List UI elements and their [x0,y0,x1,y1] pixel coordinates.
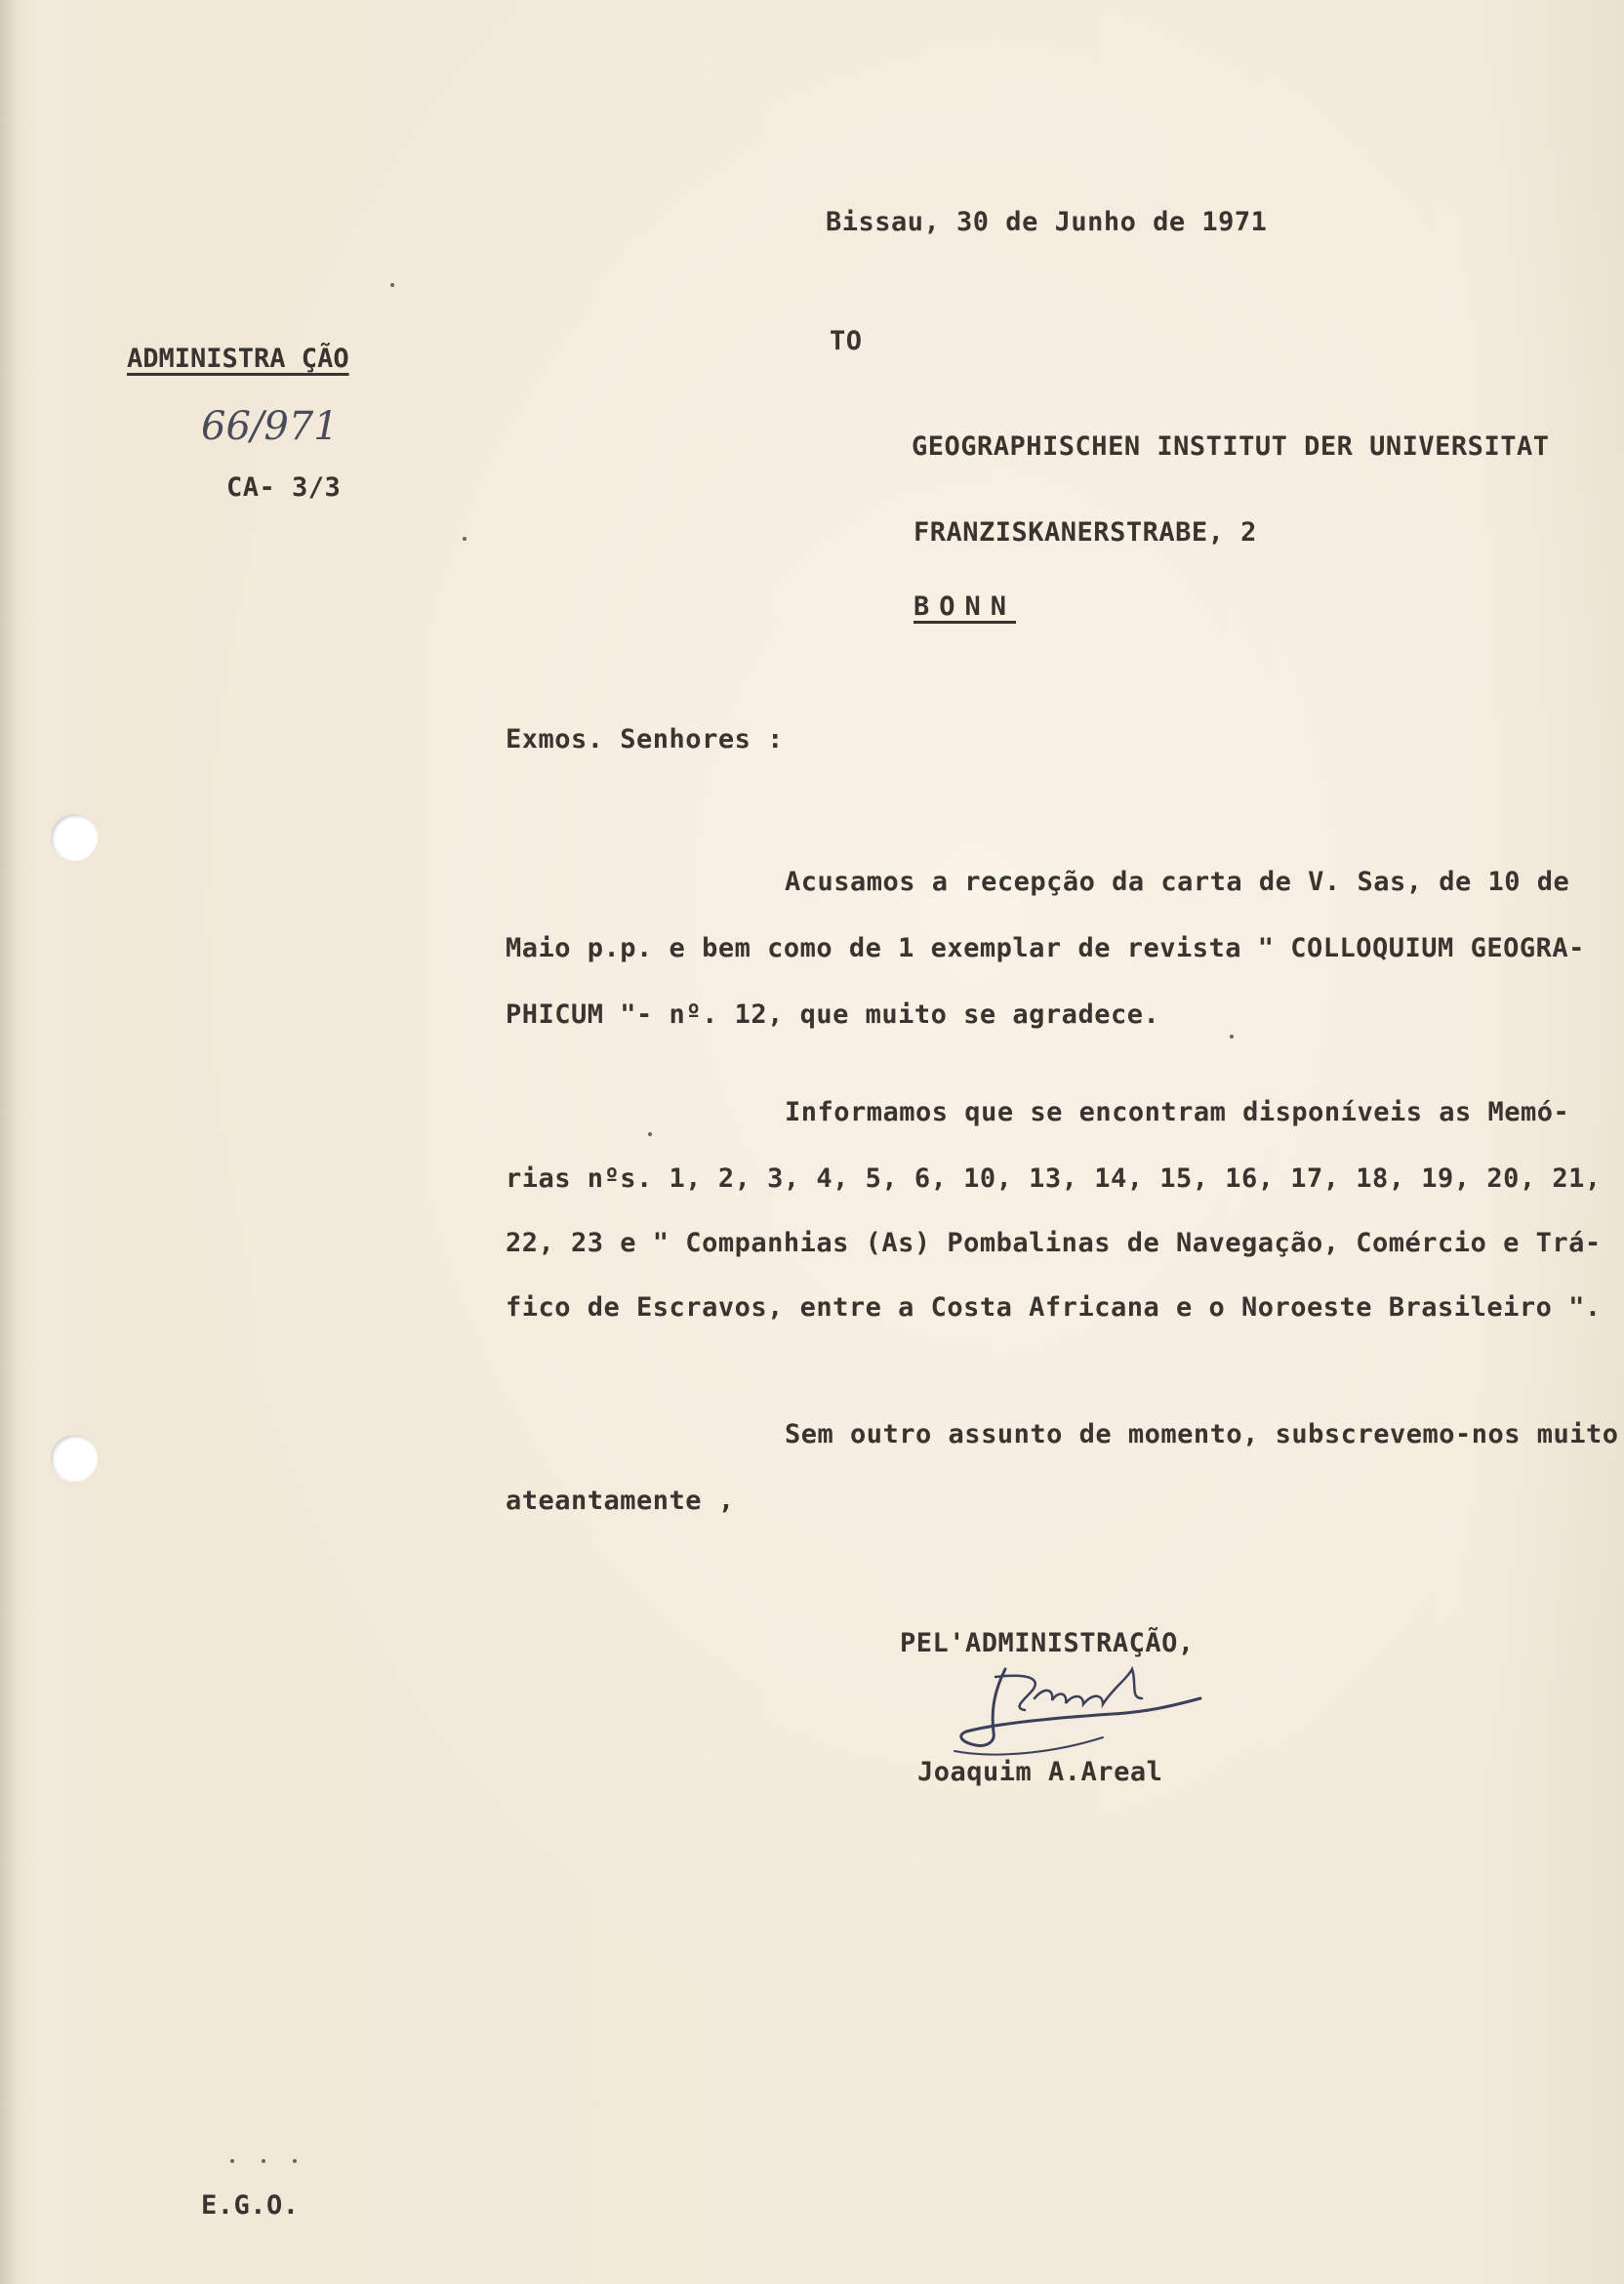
paper-speck [293,2159,297,2163]
signer-name: Joaquim A.Areal [917,1757,1163,1787]
salutation: Exmos. Senhores : [506,724,784,755]
reference-code: CA- 3/3 [226,472,342,503]
handwritten-signature [937,1650,1220,1767]
recipient-city: BONN [914,591,1017,622]
typist-initials: E.G.O. [201,2190,300,2221]
paper-speck [463,537,467,541]
paragraph3-line1: Sem outro assunto de momento, subscrevemo-nos muito [785,1419,1619,1449]
paragraph2-line2: rias nºs. 1, 2, 3, 4, 5, 6, 10, 13, 14, 15, 16, 17, 18, 19, 20, 21, [506,1163,1602,1194]
paper-speck [230,2159,234,2163]
paper-speck [262,2159,265,2163]
recipient-street: FRANZISKANERSTRABE, 2 [914,517,1257,548]
punch-hole-bottom [51,1435,98,1482]
recipient-institution: GEOGRAPHISCHEN INSTITUT DER UNIVERSITAT [912,431,1550,462]
paper-speck [390,283,394,287]
to-label: TO [830,326,863,356]
department-label: ADMINISTRA ÇÃO [127,344,349,374]
paragraph1-line1: Acusamos a recepção da carta de V. Sas, de 10 de [785,867,1570,897]
paragraph1-line3: PHICUM "- nº. 12, que muito se agradece. [506,999,1160,1030]
paper-speck [1230,1035,1234,1039]
paragraph2-line4: fico de Escravos, entre a Costa Africana e o Noroeste Brasileiro ". [506,1292,1602,1323]
handwritten-reference-number: 66/971 [201,404,339,449]
place-date: Bissau, 30 de Junho de 1971 [826,207,1268,237]
paragraph1-line2: Maio p.p. e bem como de 1 exemplar de revista " COLLOQUIUM GEOGRA- [506,933,1585,963]
paragraph2-line1: Informamos que se encontram disponíveis as Memó- [785,1097,1570,1127]
closing-on-behalf: PEL'ADMINISTRAÇÃO, [900,1628,1195,1658]
punch-hole-top [51,814,98,861]
paragraph3-line2: ateantamente , [506,1486,735,1516]
paper-speck [648,1132,652,1136]
paper-edge-shadow [0,0,18,2284]
paragraph2-line3: 22, 23 e " Companhias (As) Pombalinas de Navegação, Comércio e Trá- [506,1228,1602,1258]
